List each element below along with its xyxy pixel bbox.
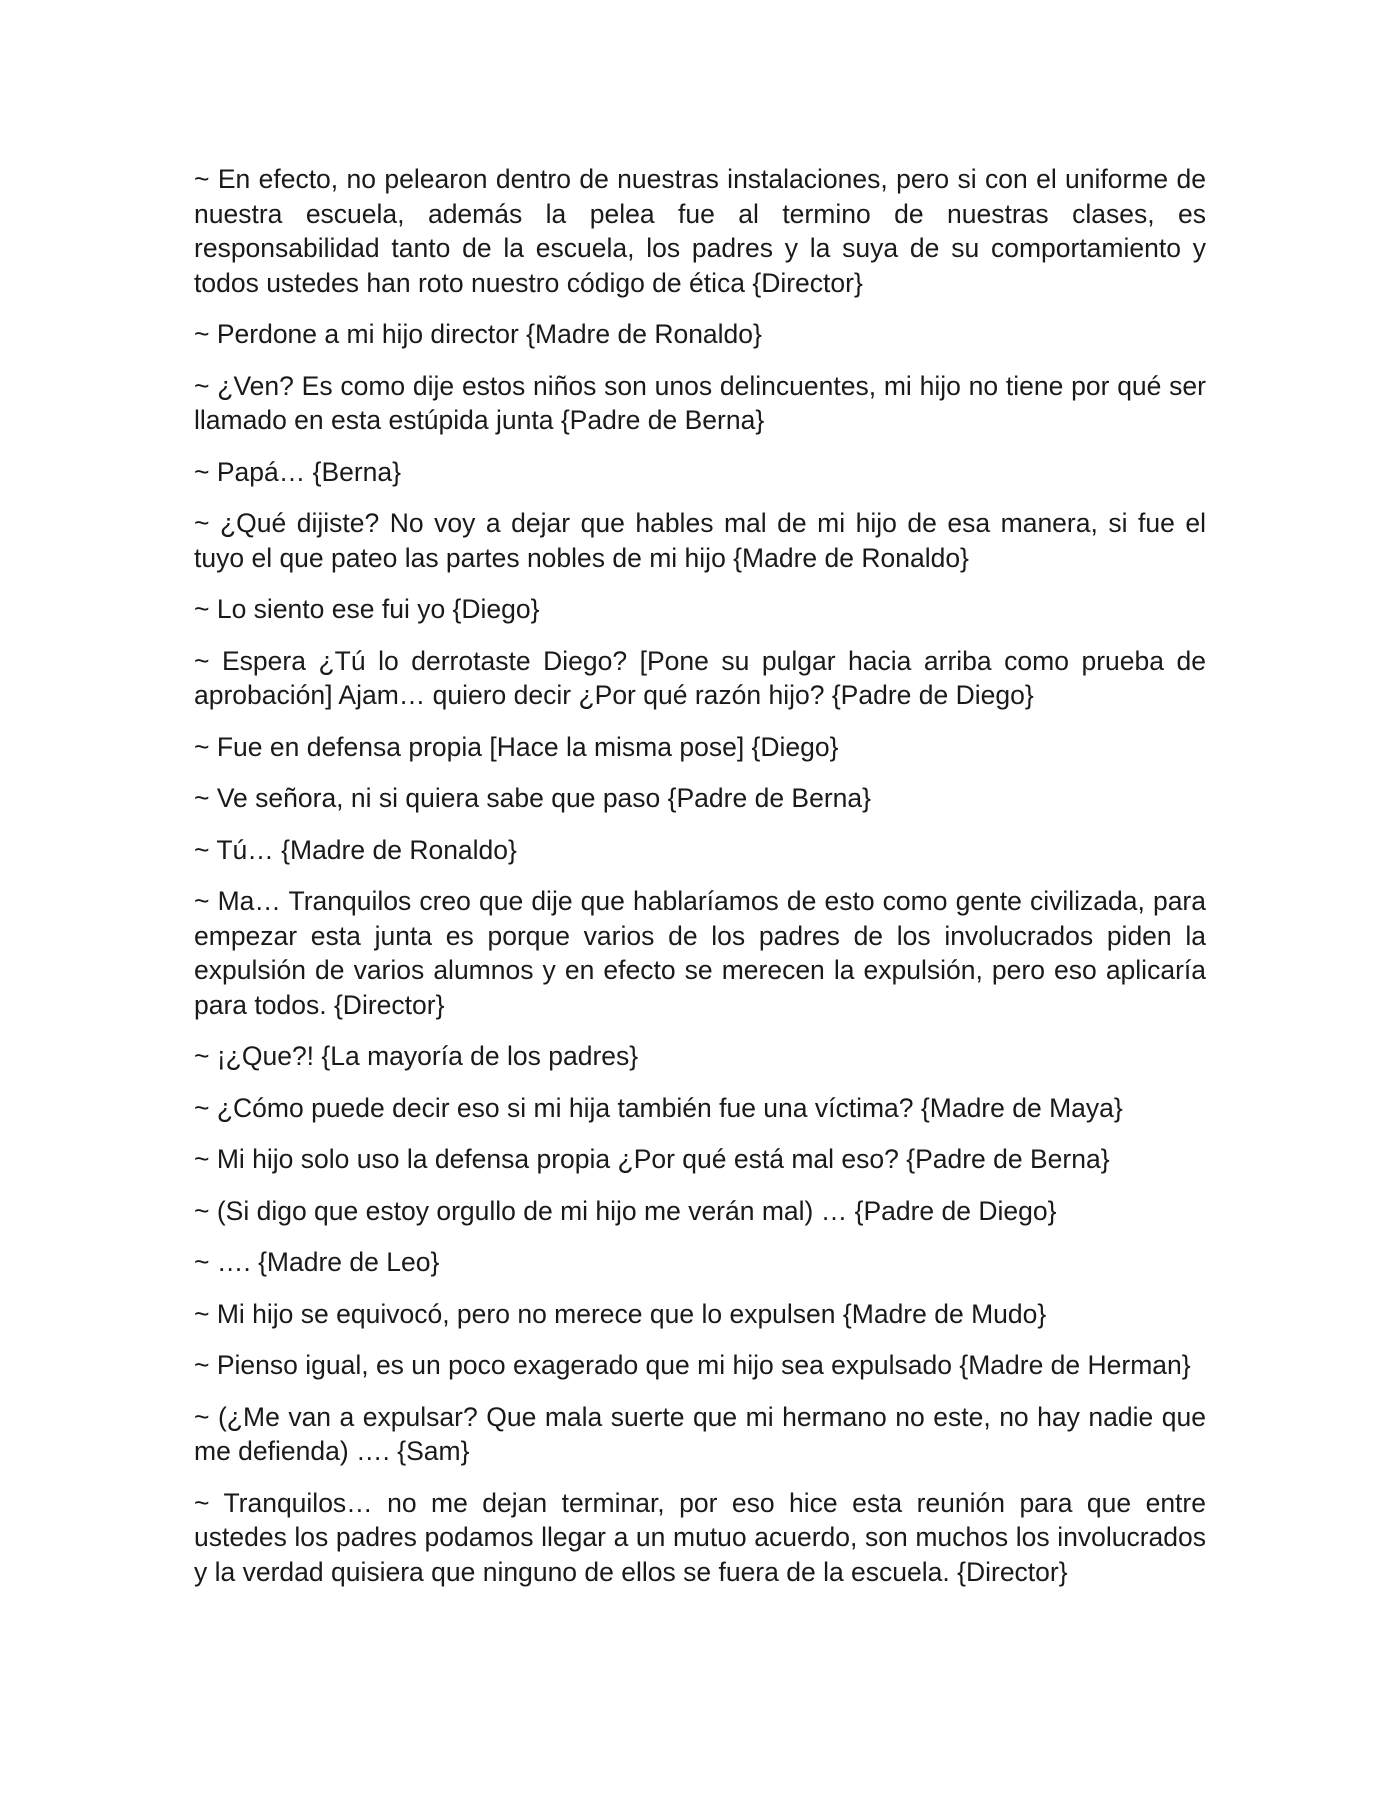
paragraph: ~ Espera ¿Tú lo derrotaste Diego? [Pone su pulgar hacia arriba como prueba de aprobación] Ajam… quiero decir ¿Por qué razón hijo? {Padre de Diego} — [194, 645, 1206, 710]
document-page — [194, 162, 1206, 1606]
paragraph: ~ ¿Cómo puede decir eso si mi hija también fue una víctima? {Madre de Maya} — [194, 1092, 1123, 1123]
paragraph: ~ Tranquilos… no me dejan terminar, por eso hice esta reunión para que entre ustedes los padres podamos llegar a un mutuo acuerdo, son muchos los involucrados y la verdad quisiera que ninguno de ellos se fuera de la escuela. {Director} — [194, 1487, 1206, 1587]
paragraph: ~ Perdone a mi hijo director {Madre de Ronaldo} — [194, 319, 762, 349]
paragraph: ~ Fue en defensa propia [Hace la misma pose] {Diego} — [194, 731, 839, 762]
paragraph: ~ Papá… {Berna} — [194, 456, 402, 487]
paragraph: ~ (¿Me van a expulsar? Que mala suerte que mi hermano no este, no hay nadie que me defienda) …. {Sam} — [194, 1401, 1206, 1466]
paragraph: ~ Ve señora, ni si quiera sabe que paso {Padre de Berna} — [194, 783, 871, 813]
paragraph: ~ En efecto, no pelearon dentro de nuestras instalaciones, pero si con el uniforme de nuestra escuela, además la pelea fue al termino de nuestras clases, es responsabilidad tanto de la escuela, los padres y la suya de su comportamiento y todos ustedes han roto nuestro código de ética {Director} — [194, 164, 1206, 298]
paragraph: ~ ¿Qué dijiste? No voy a dejar que hables mal de mi hijo de esa manera, si fue el tuyo el que pateo las partes nobles de mi hijo {Madre de Ronaldo} — [194, 508, 1206, 573]
paragraph: ~ Pienso igual, es un poco exagerado que mi hijo sea expulsado {Madre de Herman} — [194, 1350, 1191, 1380]
paragraph: ~ …. {Madre de Leo} — [194, 1247, 440, 1277]
paragraph: ~ Lo siento ese fui yo {Diego} — [194, 594, 540, 624]
paragraph: ~ ¡¿Que?! {La mayoría de los padres} — [194, 1041, 639, 1071]
paragraph: ~ Mi hijo se equivocó, pero no merece que lo expulsen {Madre de Mudo} — [194, 1298, 1047, 1329]
paragraph: ~ Ma… Tranquilos creo que dije que hablaríamos de esto como gente civilizada, para empezar esta junta es porque varios de los padres de los involucrados piden la expulsión de varios alumnos y en efecto se merecen la expulsión, pero eso aplicaría para todos. {Director} — [194, 886, 1206, 1020]
paragraph: ~ Mi hijo solo uso la defensa propia ¿Por qué está mal eso? {Padre de Berna} — [194, 1144, 1110, 1174]
paragraph: ~ Tú… {Madre de Ronaldo} — [194, 834, 517, 865]
paragraph: ~ (Si digo que estoy orgullo de mi hijo me verán mal) … {Padre de Diego} — [194, 1195, 1057, 1226]
paragraph: ~ ¿Ven? Es como dije estos niños son unos delincuentes, mi hijo no tiene por qué ser llamado en esta estúpida junta {Padre de Berna} — [194, 370, 1206, 435]
